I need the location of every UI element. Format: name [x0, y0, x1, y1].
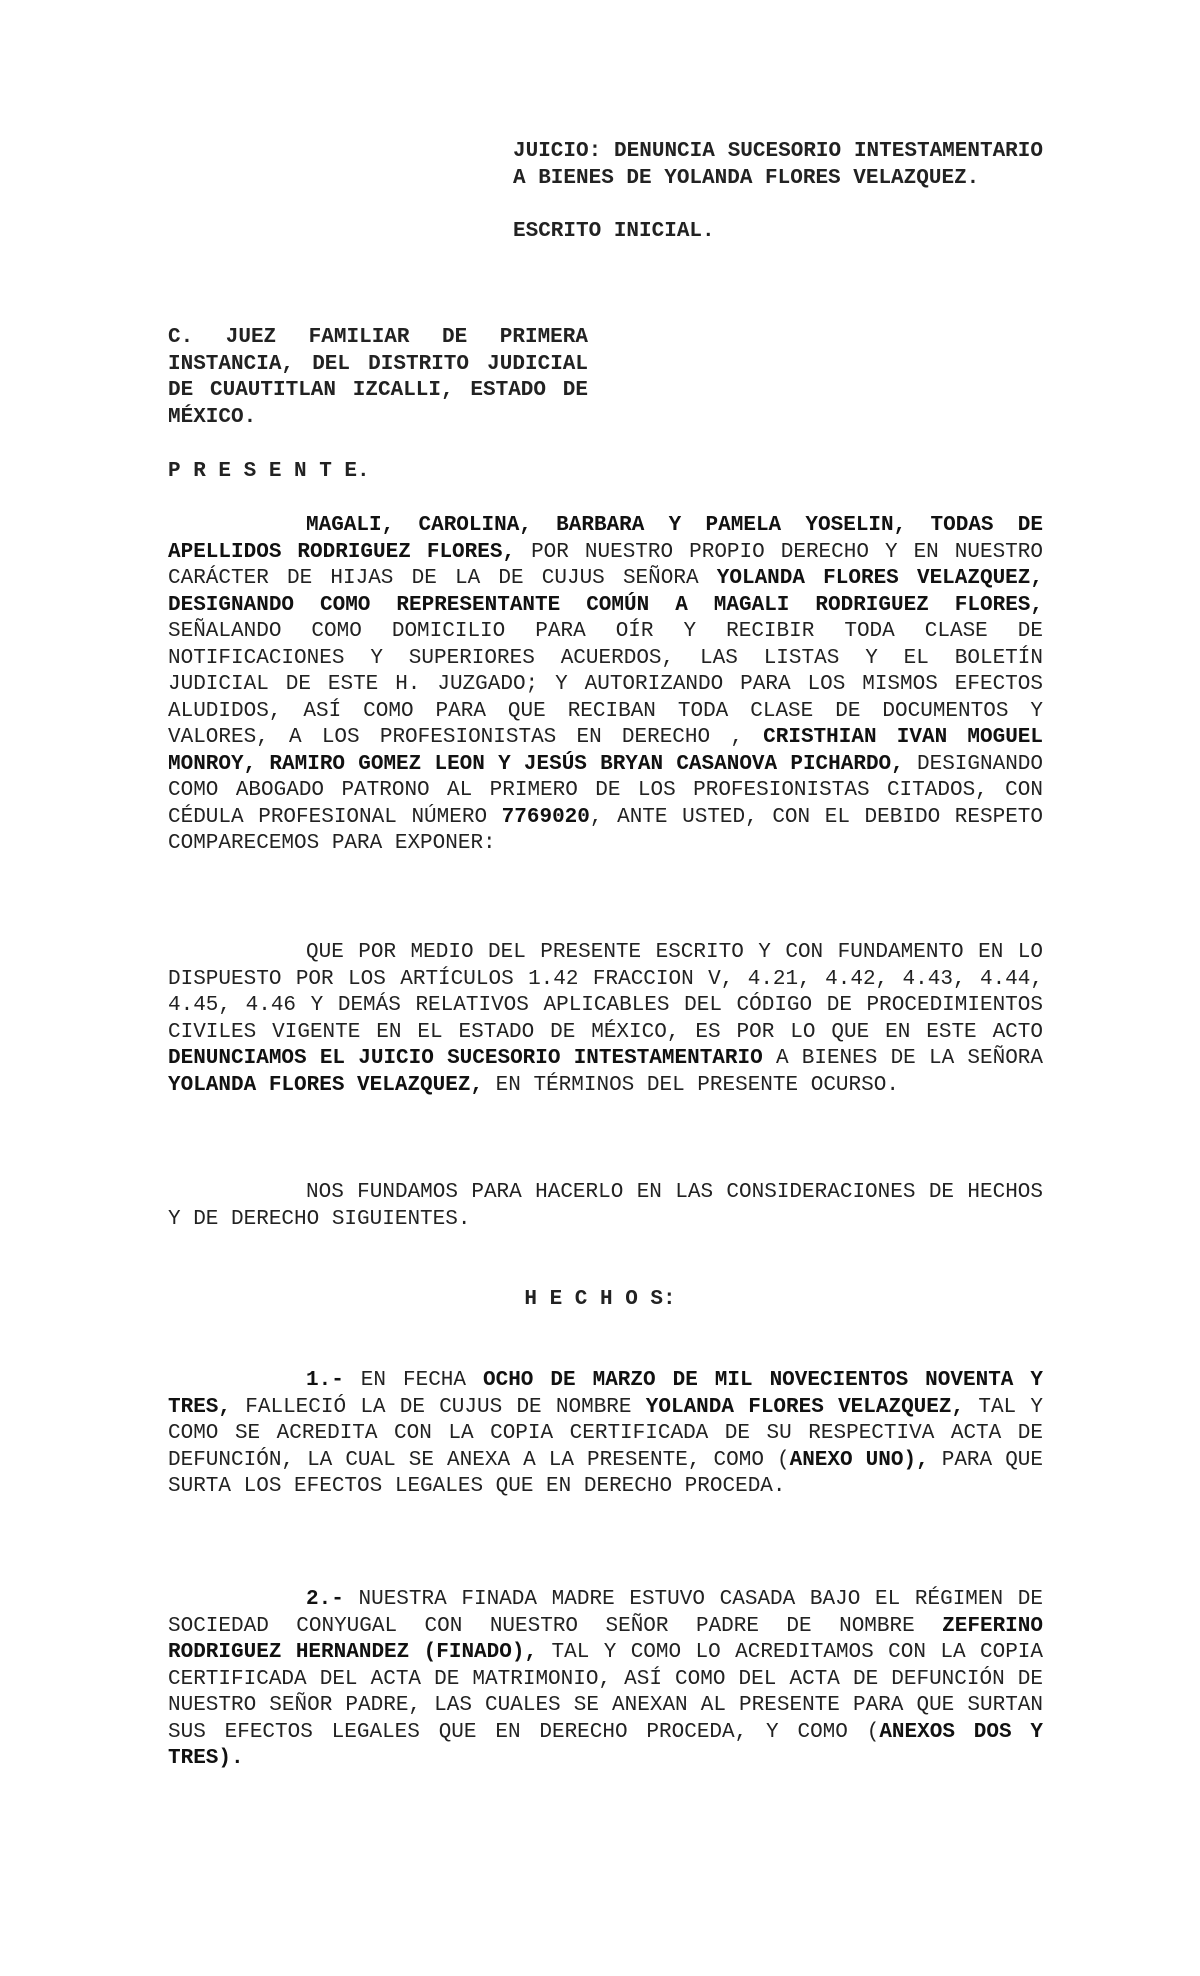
- text-segment: PARA QUE SURTA LOS EFECTOS LEGALES QUE EN DERECHO PROCEDA.: [168, 1448, 1043, 1498]
- text-segment: FALLECIÓ LA DE CUJUS DE NOMBRE: [231, 1395, 646, 1419]
- text-segment: QUE POR MEDIO DEL PRESENTE ESCRITO Y CON FUNDAMENTO EN LO DISPUESTO POR LOS ARTÍCULOS 1.42 FRACCION V, 4.21, 4.42, 4.43, 4.44, 4.45, 4.46 Y DEMÁS RELATIVOS APLICABLES DEL CÓDIGO DE PROCEDIMIENTOS CIVILES VIGENTE EN EL ESTADO DE MÉXICO, ES POR LO QUE EN ESTE ACTO: [168, 941, 1043, 1044]
- hecho-number: 2.-: [306, 1588, 344, 1611]
- annex-reference: ANEXO UNO),: [789, 1448, 929, 1472]
- text-segment: A BIENES DE LA SEÑORA: [762, 1047, 1044, 1070]
- text-segment: , ANTE USTED, CON EL DEBIDO RESPETO COMPARECEMOS PARA EXPONER:: [168, 805, 1043, 855]
- annex-reference: ANEXOS DOS Y TRES).: [168, 1720, 1043, 1770]
- deceased-name: YOLANDA FLORES VELAZQUEZ, DESIGNANDO COMO REPRESENTANTE COMÚN A MAGALI RODRIGUEZ FLORES,: [168, 567, 1043, 617]
- denunciation-statement: DENUNCIAMOS EL JUICIO SUCESORIO INTESTAMENTARIO: [168, 1047, 763, 1070]
- attorneys-names: CRISTHIAN IVAN MOGUEL MONROY, RAMIRO GOMEZ LEON Y JESÚS BRYAN CASANOVA PICHARDO,: [168, 726, 1043, 776]
- case-title: JUICIO: DENUNCIA SUCESORIO INTESTAMENTARIO A BIENES DE YOLANDA FLORES VELAZQUEZ.: [513, 140, 1043, 190]
- considerations-paragraph: [168, 1180, 1043, 1233]
- hecho-2: [168, 1587, 1043, 1773]
- text-segment: SEÑALANDO COMO DOMICILIO PARA OÍR Y RECIBIR TODA CLASE DE NOTIFICACIONES Y SUPERIORES ACUERDOS, LAS LISTAS Y EL BOLETÍN JUDICIAL DE ESTE H. JUZGADO; Y AUTORIZANDO PARA LOS MISMOS EFECTOS ALUDIDOS, ASÍ COMO PARA QUE RECIBAN TODA CLASE DE DOCUMENTOS Y VALORES, A LOS PROFESIONISTAS EN DERECHO ,: [168, 620, 1043, 749]
- intro-paragraph: [168, 513, 1043, 858]
- text-segment: DESIGNANDO COMO ABOGADO PATRONO AL PRIMERO DE LOS PROFESIONISTAS CITADOS, CON CÉDULA PROFESIONAL NÚMERO: [168, 752, 1044, 829]
- deceased-name: YOLANDA FLORES VELAZQUEZ,: [645, 1395, 965, 1419]
- death-date: OCHO DE MARZO DE MIL NOVECIENTOS NOVENTA Y TRES,: [168, 1369, 1043, 1419]
- hecho-number: 1.-: [306, 1369, 344, 1392]
- deceased-name: YOLANDA FLORES VELAZQUEZ,: [168, 1073, 484, 1097]
- legal-basis-paragraph: [168, 940, 1043, 1099]
- hechos-heading: H E C H O S:: [524, 1288, 676, 1311]
- case-header: [513, 139, 1043, 246]
- professional-license-number: 7769020: [501, 805, 590, 829]
- text-segment: EN FECHA: [343, 1369, 483, 1392]
- petitioners-names: MAGALI, CAROLINA, BARBARA Y PAMELA YOSELIN, TODAS DE APELLIDOS RODRIGUEZ FLORES,: [168, 514, 1043, 564]
- father-name: ZEFERINO RODRIGUEZ HERNANDEZ (FINADO),: [168, 1614, 1043, 1664]
- text-segment: NUESTRA FINADA MADRE ESTUVO CASADA BAJO EL RÉGIMEN DE SOCIEDAD CONYUGAL CON NUESTRO SEÑOR PADRE DE NOMBRE: [168, 1588, 1043, 1638]
- hecho-1: [168, 1368, 1043, 1501]
- document-type: ESCRITO INICIAL.: [513, 220, 715, 243]
- addressee: C. JUEZ FAMILIAR DE PRIMERA INSTANCIA, DEL DISTRITO JUDICIAL DE CUAUTITLAN IZCALLI, ESTADO DE MÉXICO.: [168, 326, 588, 429]
- presente-heading: P R E S E N T E.: [168, 460, 370, 483]
- text-segment: NOS FUNDAMOS PARA HACERLO EN LAS CONSIDERACIONES DE HECHOS Y DE DERECHO SIGUIENTES.: [168, 1181, 1043, 1231]
- text-segment: EN TÉRMINOS DEL PRESENTE OCURSO.: [483, 1073, 899, 1097]
- text-segment: TAL Y COMO LO ACREDITAMOS CON LA COPIA CERTIFICADA DEL ACTA DE MATRIMONIO, ASÍ COMO DEL ACTA DE DEFUNCIÓN DE NUESTRO SEÑOR PADRE, LAS CUALES SE ANEXAN AL PRESENTE PARA QUE SURTAN SUS EFECTOS LEGALES QUE EN DERECHO PROCEDA, Y COMO (: [168, 1641, 1043, 1744]
- text-segment: TAL Y COMO SE ACREDITA CON LA COPIA CERTIFICADA DE SU RESPECTIVA ACTA DE DEFUNCIÓN, LA CUAL SE ANEXA A LA PRESENTE, COMO (: [168, 1395, 1044, 1472]
- text-segment: POR NUESTRO PROPIO DERECHO Y EN NUESTRO CARÁCTER DE HIJAS DE LA DE CUJUS SEÑORA: [168, 540, 1043, 590]
